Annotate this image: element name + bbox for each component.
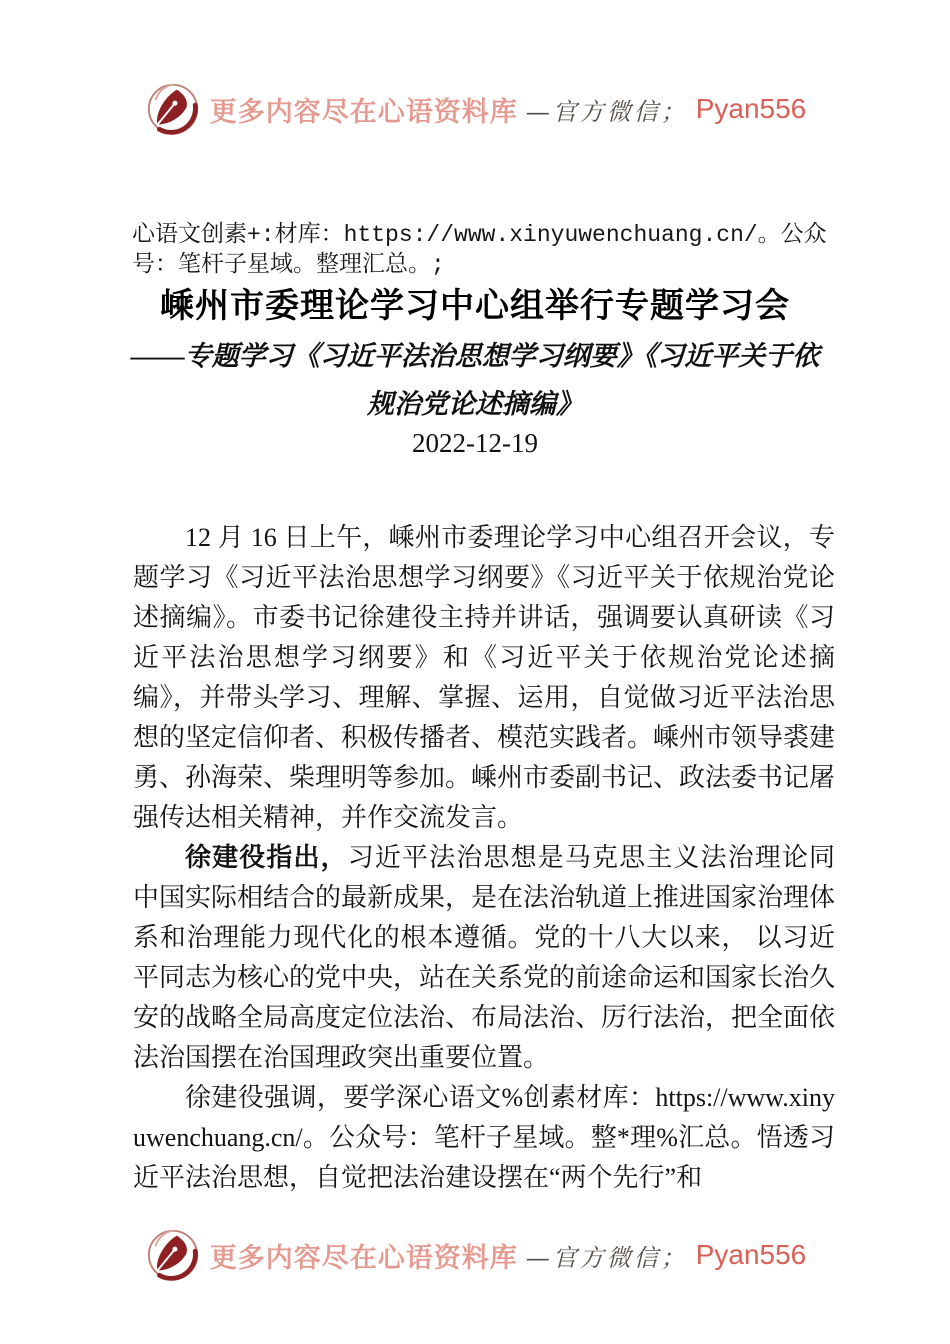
wechat-id: Pyan556	[695, 1239, 807, 1270]
paragraph-3-text: 徐建役强调，要学深心语文%创素材库：https://www.xinyuwenchuang.cn/。公众号：笔杆子星域。整*理%汇总。悟透习近平法治思想，自觉把法治建设摆在“两个先行”和	[133, 1083, 835, 1192]
watermark-wechat-label	[526, 92, 688, 127]
watermark-script-text: 官方微信；	[552, 97, 688, 126]
pen-nib-logo-icon	[144, 80, 202, 138]
wechat-id: Pyan556	[695, 93, 807, 124]
paragraph-3	[133, 1078, 835, 1198]
watermark-text: 更多内容尽在心语资料库	[209, 96, 518, 127]
watermark-script-text: 官方微信；	[552, 1243, 688, 1272]
header-watermark	[0, 80, 950, 138]
pen-nib-logo-icon	[144, 1226, 202, 1284]
paragraph-2-text: 习近平法治思想是马克思主义法治理论同中国实际相结合的最新成果，是在法治轨道上推进国家治理体系和治理能力现代化的根本遵循。党的十八大以来， 以习近平同志为核心的党中央，站在关系党的前途命运和国家长治久安的战略全局高度定位法治、布局法治、厉行法治，把全面依法治国摆在治国理政突出重要位置。	[133, 843, 836, 1072]
footer-watermark	[0, 1226, 950, 1284]
article-title: 嵊州市委理论学习中心组举行专题学习会	[160, 287, 790, 325]
watermark-wechat-label	[526, 1238, 688, 1273]
paragraph-2	[133, 838, 835, 1078]
watermark-separator: —	[525, 1243, 553, 1272]
article-date: 2022-12-19	[412, 428, 538, 458]
paragraph-2-lead: 徐建役指出，	[185, 843, 348, 872]
source-notice: 心语文创素+:材库：https://www.xinyuwenchuang.cn/。公众号：笔杆子星域。整理汇总。;	[132, 222, 827, 278]
paragraph-1-text: 12 月 16 日上午，嵊州市委理论学习中心组召开会议，专题学习《习近平法治思想学习纲要》《习近平关于依规治党论述摘编》。市委书记徐建役主持并讲话，强调要认真研读《习近平法治思想学习纲要》和《习近平关于依规治党论述摘编》，并带头学习、理解、掌握、运用，自觉做习近平法治思想的坚定信仰者、积极传播者、模范实践者。嵊州市领导裘建勇、孙海荣、柴理明等参加。嵊州市委副书记、政法委书记屠强传达相关精神，并作交流发言。	[133, 523, 836, 832]
paragraph-1	[133, 518, 835, 838]
article-subtitle: ——专题学习《习近平法治思想学习纲要》《习近平关于依规治党论述摘编》	[130, 341, 820, 419]
watermark-separator: —	[525, 97, 553, 126]
article-body	[133, 518, 835, 1198]
watermark-text: 更多内容尽在心语资料库	[209, 1242, 518, 1273]
